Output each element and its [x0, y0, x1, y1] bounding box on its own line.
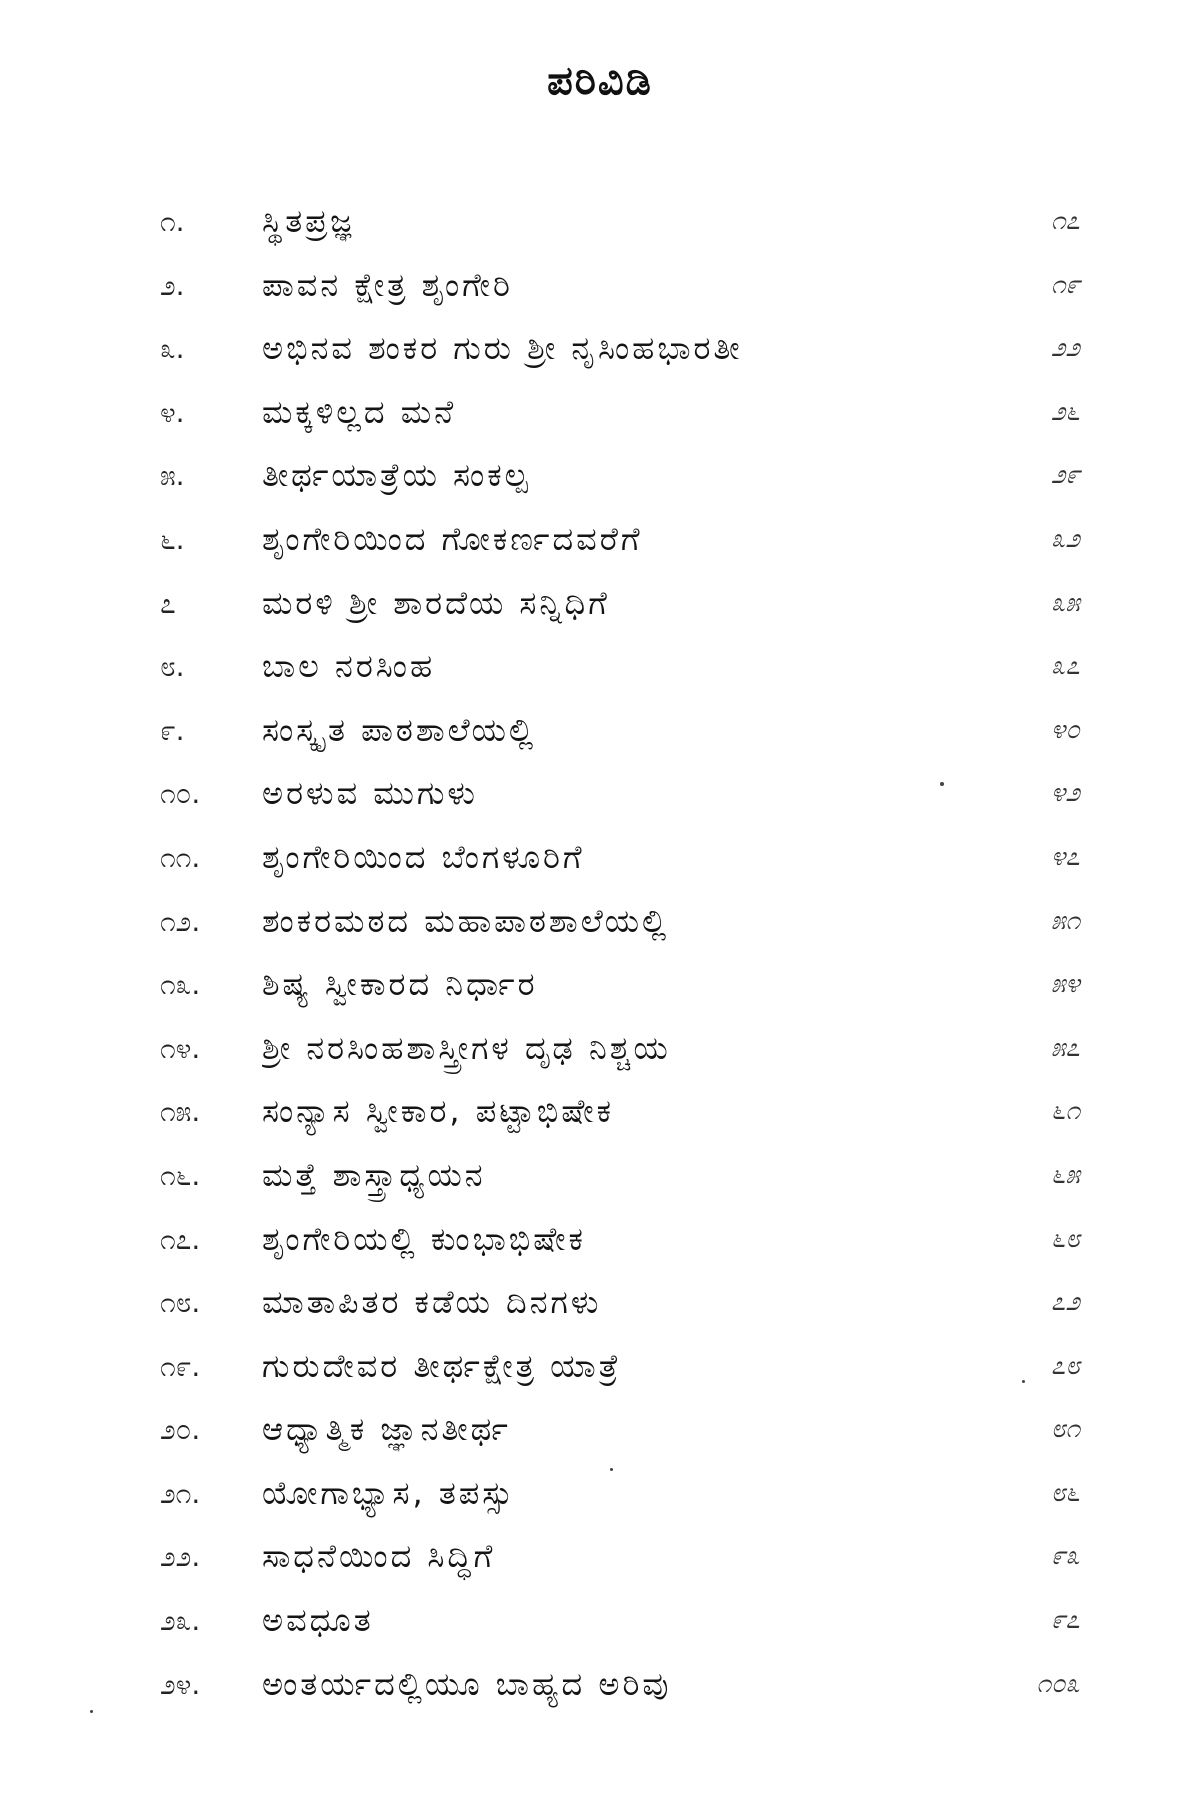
page-number: ೬೫: [1050, 1159, 1080, 1190]
page-number: ೩೫: [1050, 587, 1080, 618]
chapter-title: ಶೃಂಗೇರಿಯಿಂದ ಗೋಕರ್ಣದವರೆಗೆ: [262, 519, 643, 558]
chapter-number: ೧೬.: [160, 1158, 201, 1192]
chapter-title: ಸಂಸ್ಕೃತ ಪಾಠಶಾಲೆಯಲ್ಲಿ: [262, 710, 537, 749]
toc-entry: [0, 1525, 1200, 1589]
toc-entry: [0, 1335, 1200, 1399]
chapter-title: ಬಾಲ ನರಸಿಂಹ: [262, 647, 436, 686]
page-number: ೩೭: [1050, 651, 1080, 682]
scan-speck: [90, 1710, 93, 1713]
chapter-title: ಮರಳಿ ಶ್ರೀ ಶಾರದೆಯ ಸನ್ನಿಧಿಗೆ: [262, 583, 610, 622]
chapter-number: ೨೨.: [160, 1540, 201, 1574]
page-number: ೯೭: [1050, 1605, 1080, 1636]
chapter-number: ೧೨.: [160, 904, 201, 938]
chapter-title: ಶ್ರೀ ನರಸಿಂಹಶಾಸ್ತ್ರೀಗಳ ದೃಢ ನಿಶ್ಚಯ: [262, 1028, 671, 1067]
page-number: ೩೨: [1050, 523, 1080, 554]
scan-speck: [610, 1468, 613, 1471]
toc-entry: [0, 635, 1200, 699]
page-number: ೫೪: [1050, 969, 1080, 1000]
chapter-number: ೮.: [160, 650, 185, 684]
chapter-number: ೧.: [160, 205, 185, 238]
chapter-number: ೨೦.: [160, 1413, 201, 1447]
page-number: ೮೧: [1050, 1414, 1080, 1445]
toc-entry: [0, 381, 1200, 445]
chapter-title: ಸಾಧನೆಯಿಂದ ಸಿದ್ಧಿಗೆ: [262, 1537, 496, 1576]
toc-entry: [0, 254, 1200, 318]
page-number: ೧೭: [1050, 206, 1080, 236]
table-of-contents: [0, 190, 1200, 1716]
toc-entry: [0, 444, 1200, 508]
chapter-title: ಶೃಂಗೇರಿಯಲ್ಲಿ ಕುಂಭಾಭಿಷೇಕ: [262, 1219, 586, 1258]
toc-entry: [0, 699, 1200, 763]
toc-entry: [0, 1462, 1200, 1526]
chapter-number: ೧೦.: [160, 777, 201, 811]
page-number: ೬೧: [1050, 1096, 1080, 1127]
page-number: ೨೨: [1050, 333, 1080, 364]
chapter-title: ಮಕ್ಕಳಿಲ್ಲದ ಮನೆ: [262, 392, 457, 431]
toc-entry: [0, 826, 1200, 890]
chapter-title: ಶಂಕರಮಠದ ಮಹಾಪಾಠಶಾಲೆಯಲ್ಲಿ: [262, 901, 670, 940]
chapter-title: ಅರಳುವ ಮುಗುಳು: [262, 774, 478, 813]
chapter-title: ಅವಧೂತ: [262, 1601, 374, 1640]
chapter-number: ೧೩.: [160, 968, 201, 1002]
toc-entry: [0, 1271, 1200, 1335]
chapter-number: ೬.: [160, 522, 185, 556]
page-number: ೯೩: [1050, 1541, 1080, 1572]
scan-speck: [940, 782, 944, 786]
page-title: ಪರಿವಿಡಿ: [547, 58, 653, 104]
toc-entry: [0, 1080, 1200, 1144]
chapter-number: ೧೭.: [160, 1222, 201, 1256]
page-number: ೭೨: [1050, 1287, 1080, 1318]
page-number: ೪೭: [1050, 841, 1080, 872]
chapter-title: ಅಭಿನವ ಶಂಕರ ಗುರು ಶ್ರೀ ನೃಸಿಂಹಭಾರತೀ: [262, 329, 743, 368]
chapter-number: ೧೮.: [160, 1286, 201, 1320]
toc-entry: [0, 508, 1200, 572]
page-number: ೬೮: [1050, 1223, 1080, 1254]
chapter-number: ೯.: [160, 713, 185, 747]
chapter-title: ಪಾವನ ಕ್ಷೇತ್ರ ಶೃಂಗೇರಿ: [262, 265, 513, 304]
toc-entry: [0, 572, 1200, 636]
chapter-title: ಮಾತಾಪಿತರ ಕಡೆಯ ದಿನಗಳು: [262, 1283, 602, 1322]
toc-entry: [0, 1653, 1200, 1717]
page-number: ೧೦೩: [1036, 1668, 1080, 1699]
chapter-number: ೨೪.: [160, 1667, 201, 1701]
chapter-title: ತೀರ್ಥಯಾತ್ರೆಯ ಸಂಕಲ್ಪ: [262, 456, 531, 495]
chapter-number: ೪.: [160, 395, 185, 429]
page-number: ೪೨: [1050, 778, 1080, 809]
page-number: ೫೭: [1050, 1032, 1080, 1063]
chapter-number: ೨೩.: [160, 1604, 201, 1638]
page-number: ೨೬: [1050, 396, 1080, 427]
scan-speck: [1022, 1380, 1025, 1383]
toc-entry: [0, 762, 1200, 826]
page-number: ೪೦: [1050, 714, 1080, 745]
toc-entry: [0, 1144, 1200, 1208]
chapter-title: ಸಂನ್ಯಾಸ ಸ್ವೀಕಾರ, ಪಟ್ಟಾಭಿಷೇಕ: [262, 1092, 614, 1131]
chapter-title: ಮತ್ತೆ ಶಾಸ್ತ್ರಾಧ್ಯಯನ: [262, 1155, 486, 1194]
chapter-title: ಆಧ್ಯಾತ್ಮಿಕ ಜ್ಞಾನತೀರ್ಥ: [262, 1410, 511, 1449]
chapter-number: ೭: [160, 586, 176, 620]
chapter-number: ೧೯.: [160, 1349, 201, 1383]
toc-entry: [0, 317, 1200, 381]
page-number: ೮೬: [1050, 1477, 1080, 1508]
page-number: ೧೯: [1050, 269, 1080, 300]
toc-entry: [0, 1589, 1200, 1653]
chapter-title: ಗುರುದೇವರ ತೀರ್ಥಕ್ಷೇತ್ರ ಯಾತ್ರೆ: [262, 1346, 622, 1385]
page-number: ೨೯: [1050, 460, 1080, 491]
chapter-number: ೧೧.: [160, 840, 201, 874]
toc-entry: [0, 190, 1200, 254]
toc-entry: [0, 1017, 1200, 1081]
chapter-number: ೩.: [160, 332, 185, 366]
chapter-number: ೨.: [160, 268, 185, 302]
chapter-title: ಶೃಂಗೇರಿಯಿಂದ ಬೆಂಗಳೂರಿಗೆ: [262, 837, 585, 876]
chapter-title: ಅಂತರ್ಯದಲ್ಲಿಯೂ ಬಾಹ್ಯದ ಅರಿವು: [262, 1664, 672, 1703]
page-number: ೫೧: [1050, 905, 1080, 936]
toc-entry: [0, 1208, 1200, 1272]
chapter-title: ಯೋಗಾಭ್ಯಾಸ, ತಪಸ್ಸು: [262, 1473, 516, 1512]
chapter-title: ಶಿಷ್ಯ ಸ್ವೀಕಾರದ ನಿರ್ಧಾರ: [262, 965, 538, 1004]
toc-entry: [0, 953, 1200, 1017]
page-number: ೭೮: [1050, 1350, 1080, 1381]
toc-entry: [0, 1398, 1200, 1462]
chapter-number: ೫.: [160, 459, 185, 493]
toc-entry: [0, 890, 1200, 954]
chapter-title: ಸ್ಥಿತಪ್ರಜ್ಞ: [262, 202, 355, 240]
chapter-number: ೧೫.: [160, 1095, 201, 1129]
chapter-number: ೧೪.: [160, 1031, 201, 1065]
chapter-number: ೨೧.: [160, 1476, 201, 1510]
